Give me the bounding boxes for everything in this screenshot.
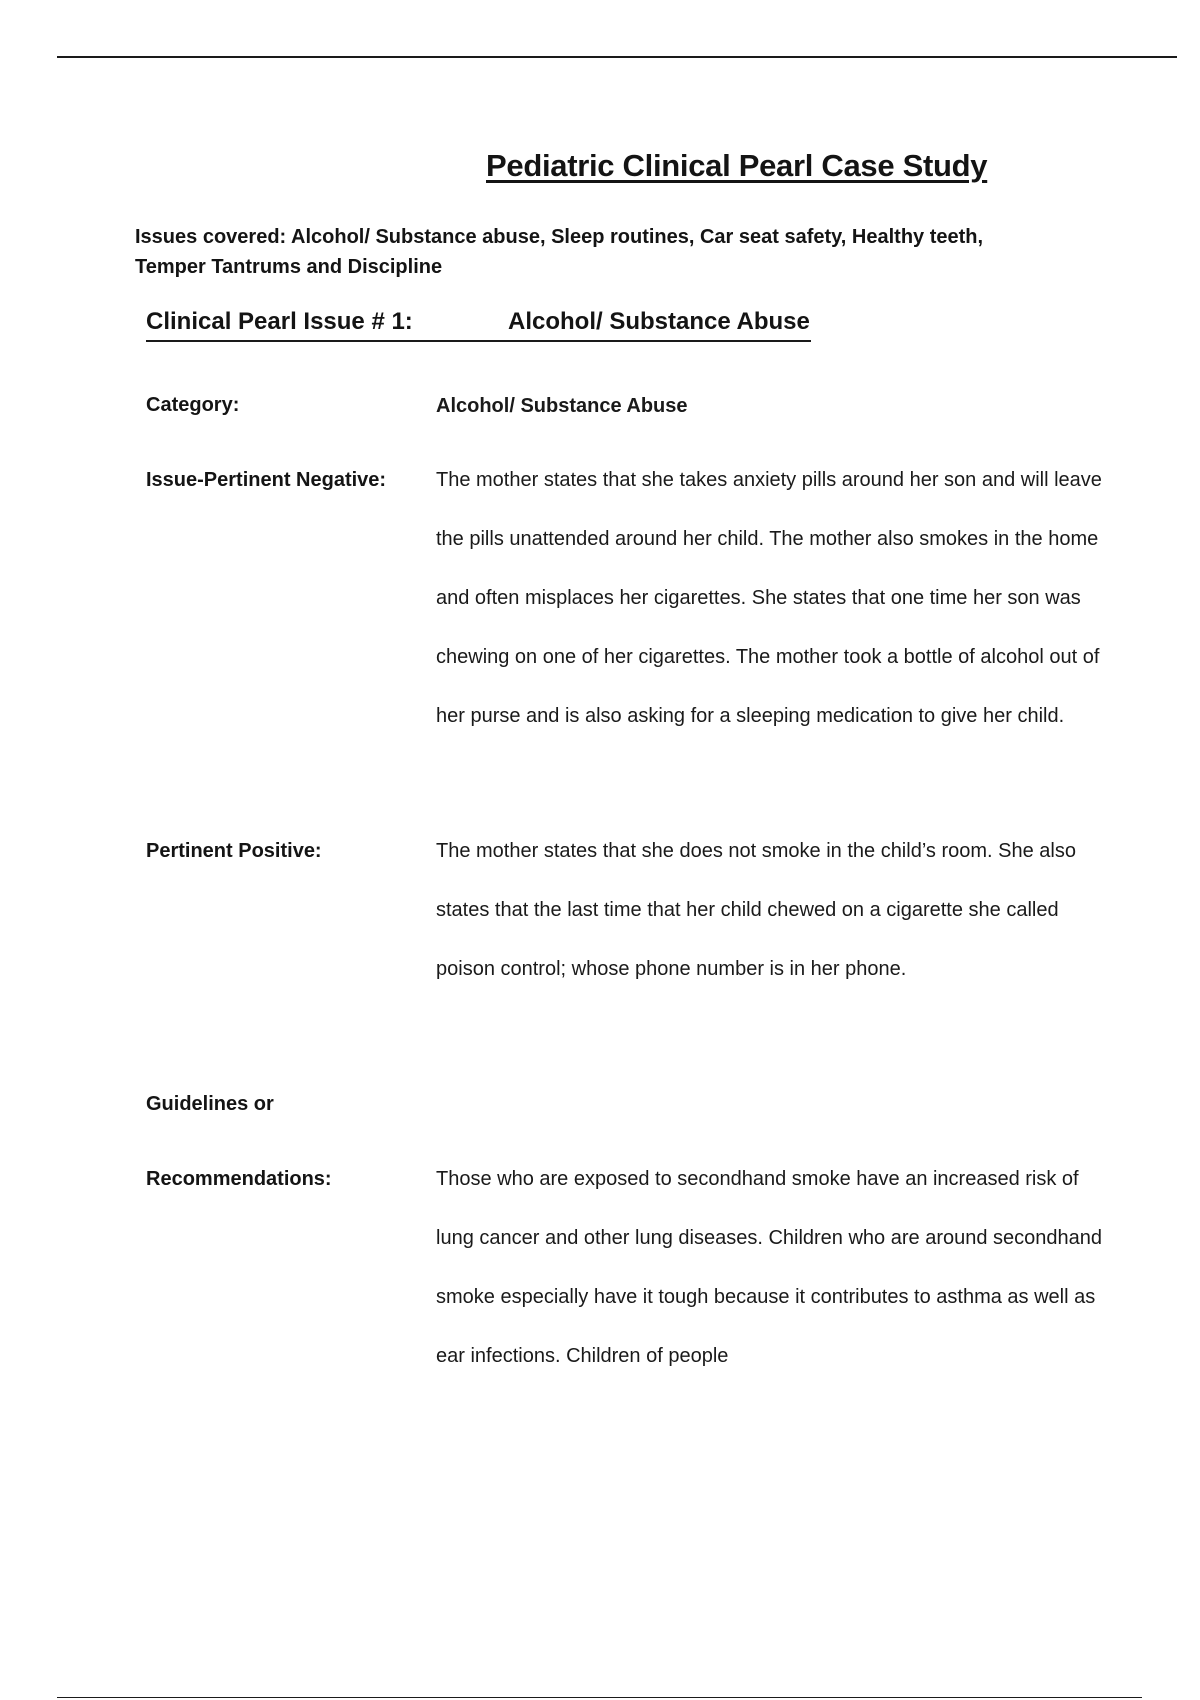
guidelines-label-line1: Guidelines or (146, 1093, 274, 1115)
pertinent-positive-label: Pertinent Positive: (146, 840, 322, 862)
pertinent-negative-label: Issue-Pertinent Negative: (146, 469, 387, 491)
category-label: Category: (146, 394, 240, 416)
bottom-rule (57, 1697, 1142, 1698)
issues-covered: Issues covered: Alcohol/ Substance abuse, Sleep routines, Car seat safety, Healthy teeth, Temper Tantrums and Discipline (135, 226, 984, 278)
document-title: Pediatric Clinical Pearl Case Study (486, 148, 988, 183)
guidelines-text: Those who are exposed to secondhand smoke have an increased risk of lung cancer and other lung diseases. Children who are around secondhand smoke especially have it tough because it contributes to asthma as well as ear infections. Children of people (436, 1168, 1103, 1367)
issue-header (146, 308, 811, 342)
guidelines-label-line2: Recommendations: (146, 1168, 332, 1190)
top-rule (57, 56, 1177, 58)
issue-number-label: Clinical Pearl Issue # 1: (146, 308, 413, 335)
pertinent-negative-text: The mother states that she takes anxiety pills around her son and will leave the pills unattended around her child. The mother also smokes in the home and often misplaces her cigarettes. She states that one time her son was chewing on one of her cigarettes. The mother took a bottle of alcohol out of her purse and is also asking for a sleeping medication to give her child. (436, 469, 1102, 727)
issue-topic: Alcohol/ Substance Abuse (508, 308, 810, 335)
pertinent-positive-text: The mother states that she does not smoke in the child’s room. She also states that the last time that her child chewed on a cigarette she called poison control; whose phone number is in her phone. (436, 840, 1076, 980)
category-value: Alcohol/ Substance Abuse (436, 395, 688, 417)
